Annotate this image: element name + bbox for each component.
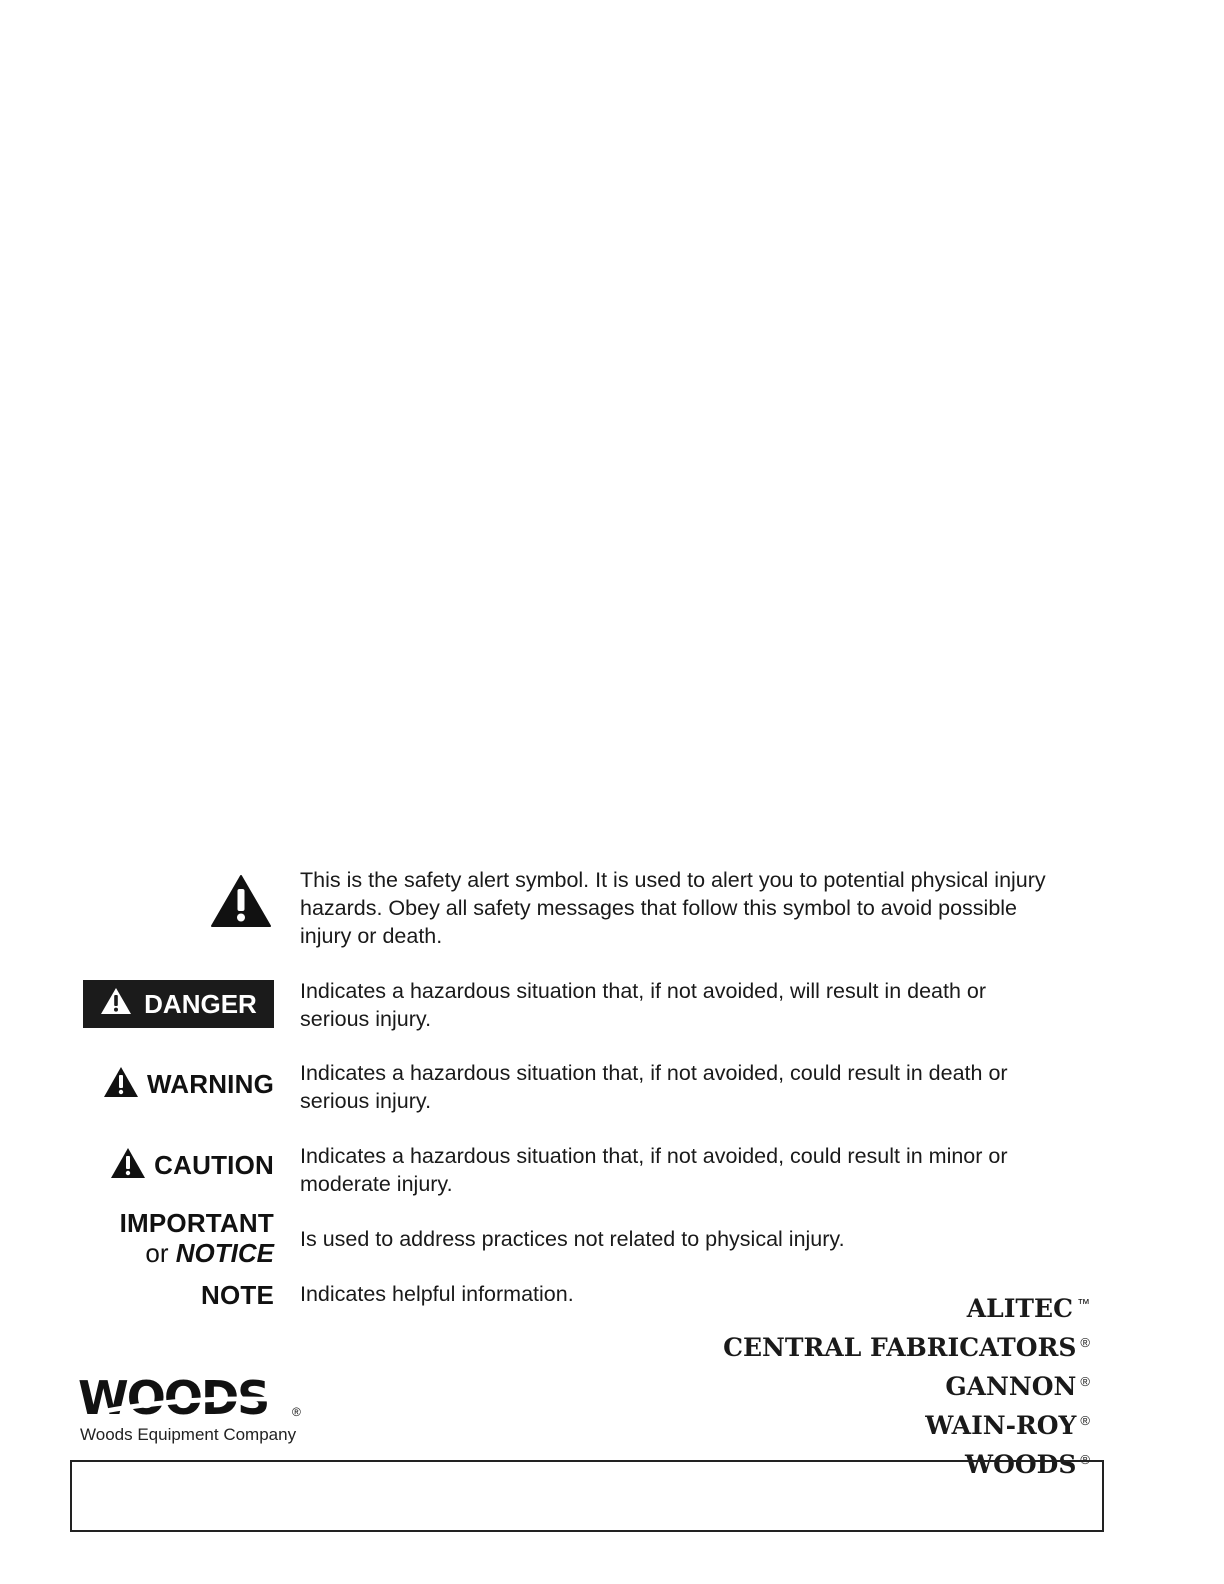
warning-description: Indicates a hazardous situation that, if not avoided, could result in death or serious injury. bbox=[300, 1061, 1008, 1113]
logo-subtitle: Woods Equipment Company bbox=[80, 1425, 297, 1444]
danger-triangle-icon bbox=[100, 987, 132, 1022]
brand-list bbox=[723, 1287, 1090, 1482]
important-text: IMPORTANT bbox=[119, 1208, 274, 1238]
warning-triangle-icon bbox=[103, 1066, 139, 1103]
danger-label bbox=[83, 980, 274, 1028]
brand-woods: WOODS ® bbox=[965, 1450, 1090, 1479]
note-label: NOTE bbox=[200, 1280, 274, 1310]
warning-label bbox=[103, 1066, 274, 1103]
danger-text: DANGER bbox=[144, 988, 257, 1019]
brand-central-fabricators: CENTRAL FABRICATORS ® bbox=[723, 1333, 1090, 1362]
warning-triangle-icon bbox=[210, 874, 272, 933]
brand-wain-roy: WAIN-ROY ® bbox=[925, 1411, 1090, 1440]
notice-text: NOTICE bbox=[175, 1238, 274, 1268]
footer-box bbox=[70, 1460, 1104, 1532]
svg-text:®: ® bbox=[292, 1405, 301, 1419]
caution-description: Indicates a hazardous situation that, if not avoided, could result in minor or moderate injury. bbox=[300, 1144, 1008, 1196]
caution-label bbox=[110, 1147, 274, 1184]
svg-text:WOODS: WOODS bbox=[78, 1372, 269, 1422]
important-label bbox=[120, 1208, 274, 1268]
woods-wordmark-logo bbox=[78, 1372, 318, 1422]
woods-logo bbox=[78, 1372, 318, 1427]
brand-alitec: ALITEC ™ bbox=[966, 1294, 1090, 1323]
important-description: Is used to address practices not related to physical injury. bbox=[300, 1227, 845, 1251]
note-description: Indicates helpful information. bbox=[300, 1282, 574, 1306]
notice-prefix: or bbox=[145, 1238, 169, 1268]
danger-description: Indicates a hazardous situation that, if not avoided, will result in death or serious injury. bbox=[300, 979, 987, 1031]
caution-triangle-icon bbox=[110, 1147, 146, 1184]
alert-symbol-description: This is the safety alert symbol. It is used to alert you to potential physical injury hazards. Obey all safety messages that follow this symbol to avoid possible injury or death. bbox=[300, 868, 1046, 948]
caution-text: CAUTION bbox=[154, 1150, 274, 1180]
notice-line bbox=[120, 1238, 274, 1268]
warning-text: WARNING bbox=[146, 1069, 274, 1099]
brand-gannon: GANNON ® bbox=[945, 1372, 1090, 1401]
